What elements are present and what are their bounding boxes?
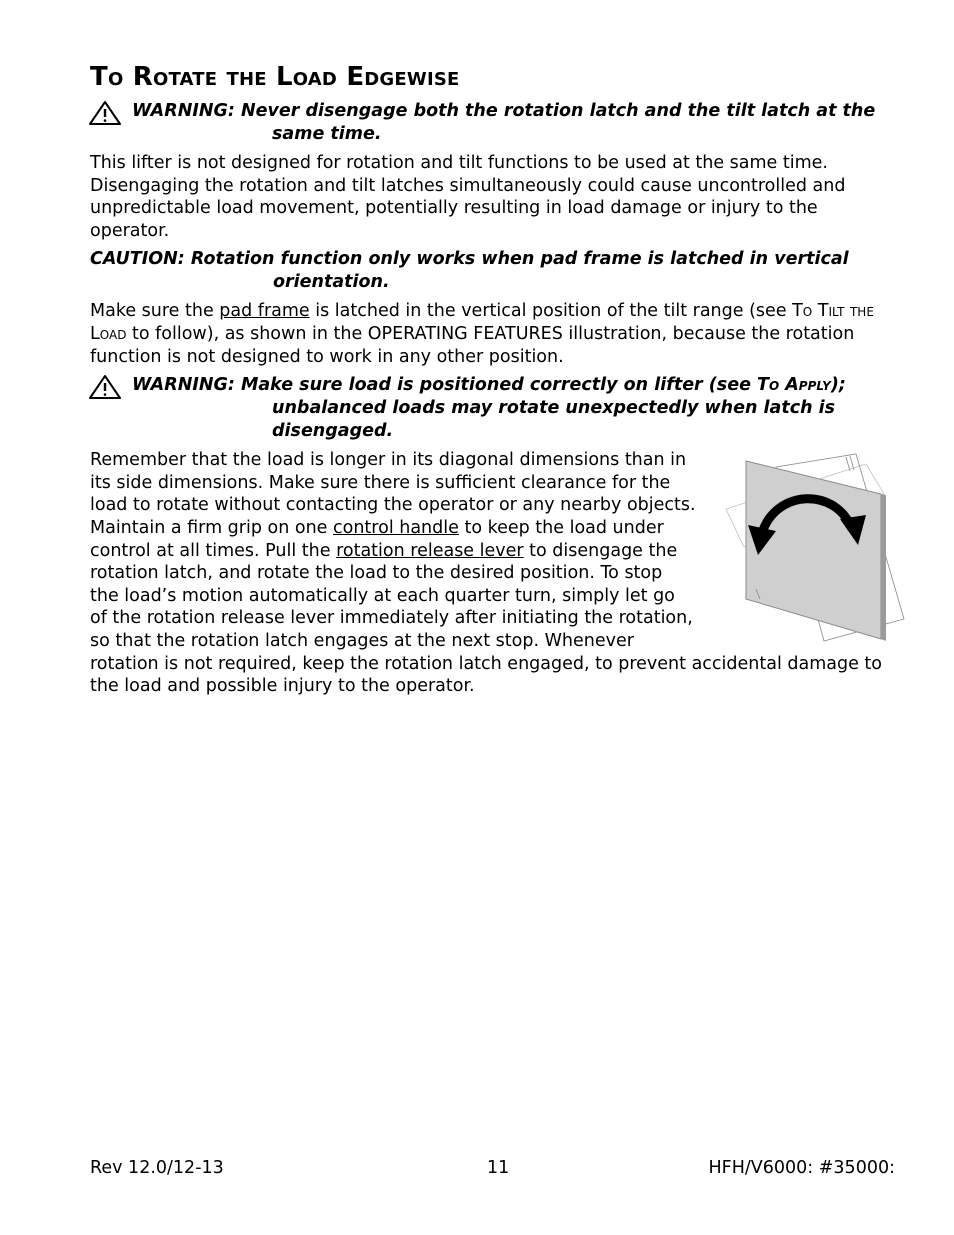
title-letter: E xyxy=(346,62,365,92)
footer-page-number: 11 xyxy=(487,1158,510,1178)
warning-notice-2 xyxy=(90,374,898,443)
warning-text: WARNING: Never disengage both the rotation latch and the tilt latch at the xyxy=(132,101,876,121)
caution-text-continued: orientation. xyxy=(273,272,390,293)
term-pad-frame: pad frame xyxy=(219,301,310,322)
text-run: to disengage the rotation latch, and rotate the load to the desired position. To stop the load’s motion automatically at each quarter turn, simply let go of the rotation release lever immediately after initiating the rotation, so that the rotation latch engages at the next stop. Whenever rotation is not required, keep the rotation latch engaged, to prevent accidental damage to the load and possible injury to the operator. xyxy=(90,540,882,697)
term-control-handle: control handle xyxy=(333,517,459,538)
warning-text-continued: unbalanced loads may rotate unexpectedly when latch is xyxy=(272,398,836,419)
text-run: Remember that the load is longer in its diagonal dimensions than in its side dimensions. Make sure there is sufficient clearance for the load to rotate without contacting the operator or any nearby objects. Maintain a firm grip on one xyxy=(90,450,696,538)
text-run: to keep the load under control at all times. Pull the xyxy=(90,517,664,561)
caution-text: CAUTION: Rotation function only works when pad frame is latched in vertical xyxy=(90,249,849,270)
paragraph-rotation-tilt: This lifter is not designed for rotation and tilt functions to be used at the same time. Disengaging the rotation and tilt latches simultaneously could cause uncontrolled and unpredictable load movement, potentially resulting in load damage or injury to the operator. xyxy=(90,153,846,241)
paragraph-pad-frame xyxy=(90,300,898,368)
title-letter: T xyxy=(90,62,108,92)
section-title xyxy=(90,60,898,94)
warning-notice-1 xyxy=(90,100,898,146)
title-letter: R xyxy=(132,62,153,92)
term-rotation-release-lever: rotation release lever xyxy=(336,540,524,561)
page-content xyxy=(90,60,898,704)
footer-revision: Rev 12.0/12-13 xyxy=(90,1158,224,1178)
rotation-diagram xyxy=(716,449,906,649)
section-reference: To Tilt the Load xyxy=(90,301,874,344)
title-text: otate the xyxy=(152,62,276,92)
warning-text-continued: disengaged. xyxy=(272,421,394,442)
warning-text: WARNING: Make sure load is positioned correctly on lifter (see xyxy=(132,375,758,396)
text-run: is latched in the vertical position of the tilt range (see xyxy=(309,301,793,322)
text-run: to follow), as shown in the OPERATING FEATURES illustration, because the rotation function is not designed to work in any other position. xyxy=(90,323,855,367)
warning-triangle-icon xyxy=(88,100,122,126)
text-run: Make sure the xyxy=(90,301,220,322)
caution-notice xyxy=(90,248,898,294)
title-text: dgewise xyxy=(364,62,460,92)
footer-model: HFH/V6000: #35000: xyxy=(708,1158,895,1178)
warning-text: ); xyxy=(830,375,846,396)
warning-triangle-icon xyxy=(88,374,122,400)
title-text: o xyxy=(107,62,133,92)
title-text: oad xyxy=(292,62,347,92)
warning-text-continued: same time. xyxy=(272,124,382,144)
section-reference: To Apply xyxy=(757,375,831,396)
title-letter: L xyxy=(275,62,293,92)
